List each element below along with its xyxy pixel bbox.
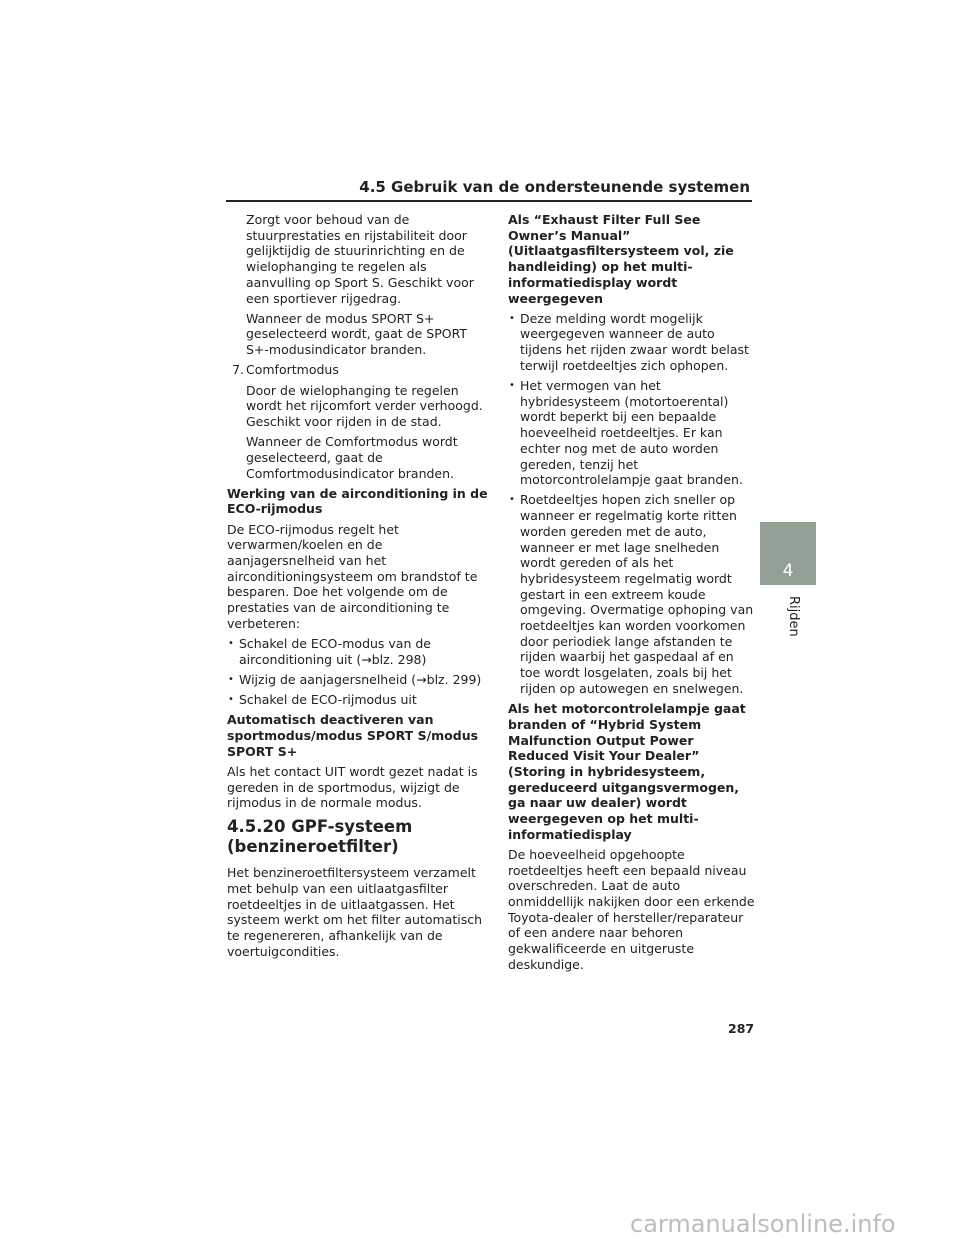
eco-heading: Werking van de airconditioning in de ECO-rijmodus — [227, 485, 488, 517]
list-item: • Het vermogen van het hybridesysteem (motortoerental) wordt beperkt bij een bepaalde hoeveelheid roetdeeltjes. Er kan echter nog met de auto worden gereden, tenzij het motorcontrolelampje gaat branden. — [508, 378, 756, 488]
paragraph: De hoeveelheid opgehoopte roetdeeltjes heeft een bepaald niveau overschreden. Laat de auto onmiddellijk nakijken door een erkende Toyota-dealer of hersteller/reparateur of een andere naar behoren gekwalificeerde en uitgeruste deskundige. — [508, 846, 755, 972]
list-item: • Wijzig de aanjagersnelheid (→blz. 299) — [227, 672, 489, 688]
paragraph: Wanneer de Comfortmodus wordt geselecteerd, gaat de Comfortmodusindicator branden. — [246, 434, 458, 481]
paragraph: De ECO-rijmodus regelt het verwarmen/koelen en de aanjagersnelheid van het airconditioningsysteem om brandstof te besparen. Doe het volgende om de prestaties van de airconditioning te verbeteren: — [227, 521, 478, 631]
paragraph: Zorgt voor behoud van de stuurprestaties en rijstabiliteit door gelijktijdig de stuurinrichting en de wielophanging te regelen als aanvulling op Sport S. Geschikt voor een sportiever rijgedrag. — [246, 212, 474, 306]
list-item: • Schakel de ECO-rijmodus uit — [227, 692, 489, 708]
page-header — [226, 176, 752, 202]
item-number: 7. — [232, 362, 244, 378]
numbered-item-7 — [227, 362, 489, 378]
section-title: 4.5.20 GPF-systeem (benzineroetfilter) — [227, 817, 413, 857]
paragraph: Als het contact UIT wordt gezet nadat is gereden in de sportmodus, wijzigt de rijmodus in de normale modus. — [227, 764, 478, 811]
left-column — [227, 212, 489, 964]
list-item: • Roetdeeltjes hopen zich sneller op wanneer er regelmatig korte ritten worden gereden met de auto, wanneer er met lage snelheden wordt gereden of als het hybridesysteem regelmatig wordt gestart in een extreem koude omgeving. Overmatige ophoping van roetdeeltjes kan worden voorkomen door periodiek lange afstanden te rijden waarbij het gaspedaal af en toe wordt losgelaten, zoals bij het rijden op autowegen en snelwegen. — [508, 492, 756, 696]
list-item: • Schakel de ECO-modus van de airconditioning uit (→blz. 298) — [227, 636, 489, 667]
chapter-tab — [760, 522, 816, 585]
list-item: • Deze melding wordt mogelijk weergegeven wanneer de auto tijdens het rijden zwaar wordt belast terwijl roetdeeltjes zich ophopen. — [508, 311, 756, 374]
auto-deactivate-heading: Automatisch deactiveren van sportmodus/modus SPORT S/modus SPORT S+ — [227, 712, 479, 759]
exhaust-heading: Als “Exhaust Filter Full See Owner’s Manual” (Uitlaatgasfiltersysteem vol, zie handleiding) op het multi-informatiedisplay wordt weergegeven — [508, 212, 734, 306]
paragraph: Wanneer de modus SPORT S+ geselecteerd wordt, gaat de SPORT S+-modusindicator branden. — [246, 310, 467, 358]
chapter-label: Rijden — [786, 596, 801, 637]
header-title: 4.5 Gebruik van de ondersteunende systemen — [359, 178, 750, 196]
chapter-number: 4 — [782, 561, 794, 581]
item-title: Comfortmodus — [246, 362, 339, 378]
page-number: 287 — [728, 1021, 755, 1036]
paragraph: Het benzineroetfiltersysteem verzamelt met behulp van een uitlaatgasfilter roetdeeltjes in de uitlaatgassen. Het systeem werkt om het filter automatisch te regenereren, afhankelijk van de voertuigcondities. — [227, 865, 483, 959]
paragraph: Door de wielophanging te regelen wordt het rijcomfort verder verhoogd. Geschikt voor rijden in de stad. — [246, 382, 483, 429]
watermark: carmanualsonline.info — [630, 1210, 896, 1238]
malfunction-heading: Als het motorcontrolelampje gaat branden of “Hybrid System Malfunction Output Power Reduced Visit Your Dealer” (Storing in hybridesysteem, gereduceerd uitgangsvermogen, ga naar uw dealer) wordt weergegeven op het multi-informatiedisplay — [508, 701, 746, 842]
right-column — [508, 212, 756, 977]
